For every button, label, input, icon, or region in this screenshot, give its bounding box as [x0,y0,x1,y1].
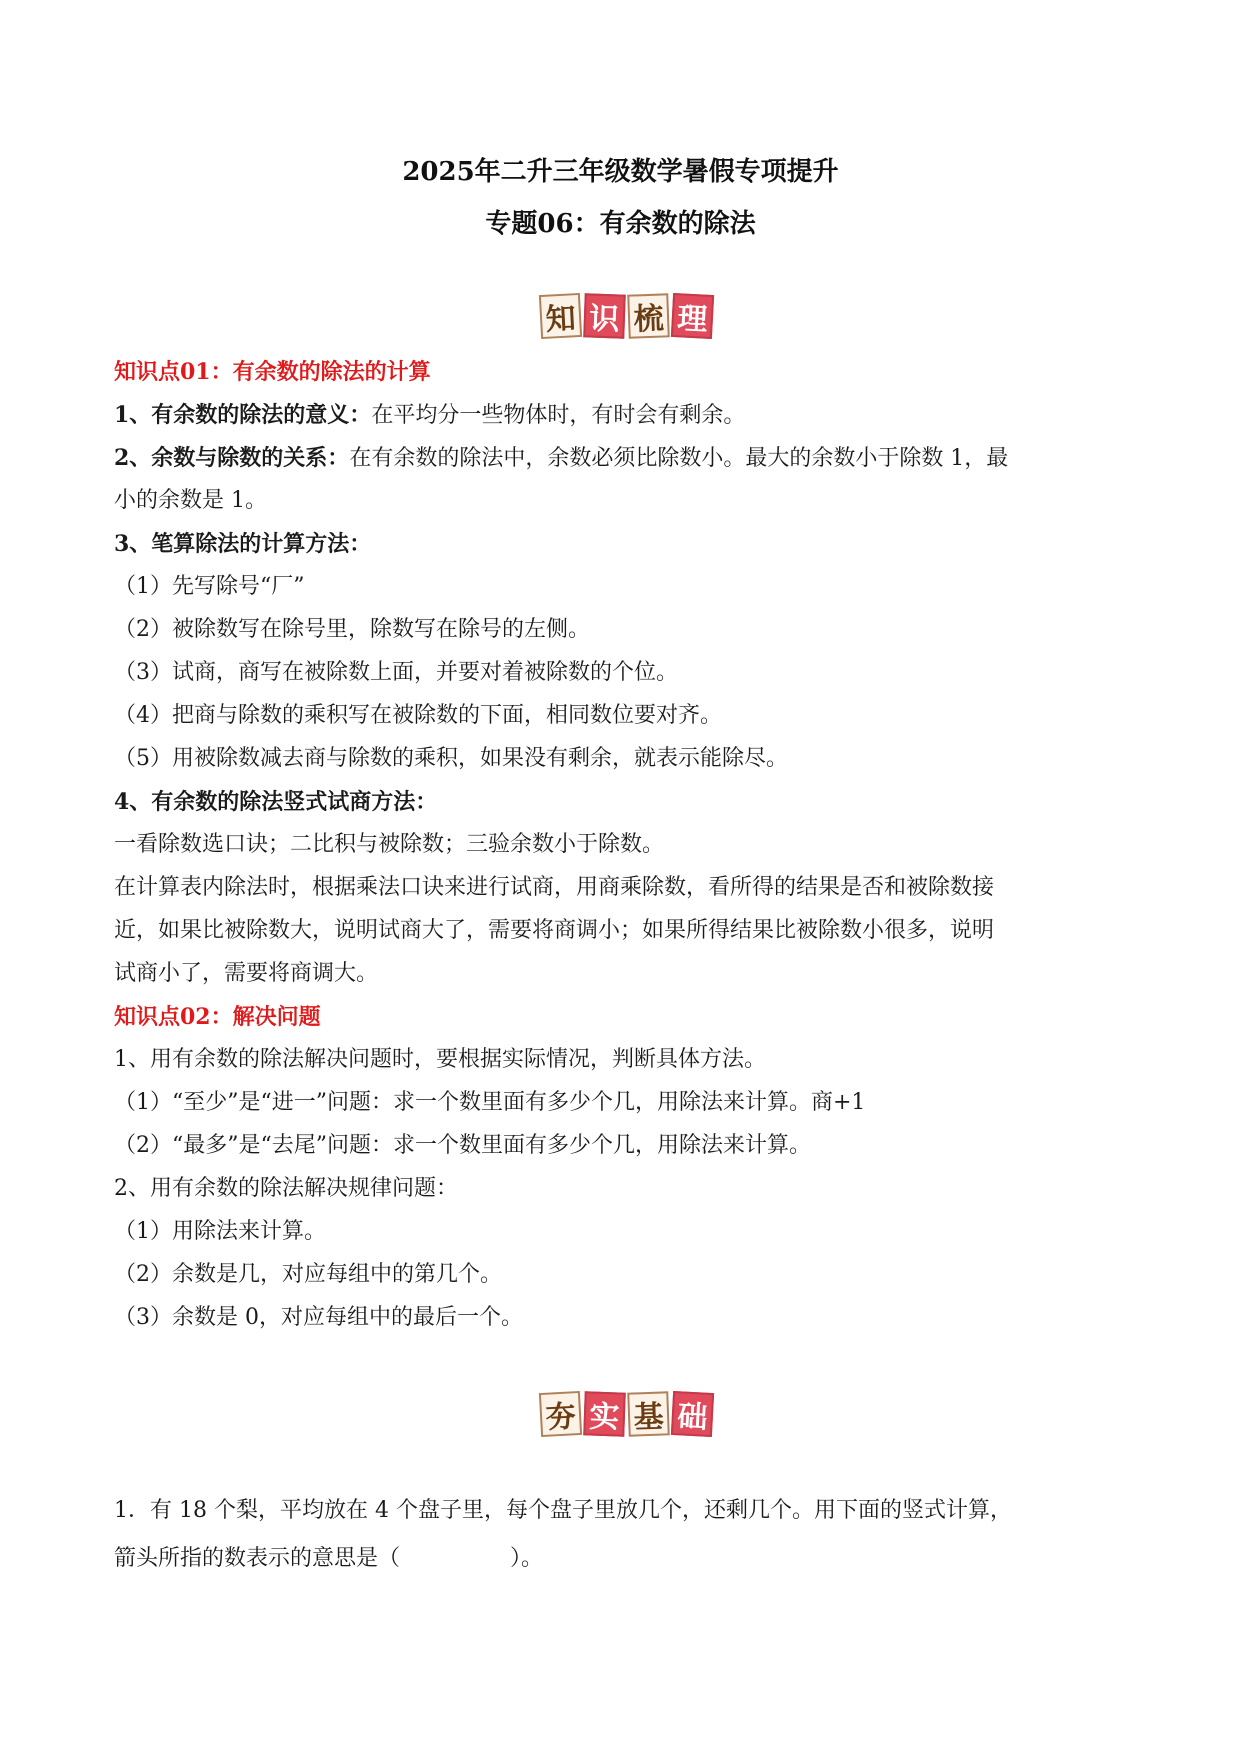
kp1-point-4-label: 4、有余数的除法竖式试商方法： [114,789,438,815]
kp1-point-3-item: （2）被除数写在除号里，除数写在除号的左侧。 [114,617,590,642]
kp2-line: （1）用除法来计算。 [114,1219,326,1244]
kp1-point-2-cont: 小的余数是 1。 [114,488,267,513]
kp2-line: （2）余数是几，对应每组中的第几个。 [114,1262,502,1287]
kp1-point-2 [114,445,1134,472]
question-1-suffix: ）。 [510,1546,544,1571]
question-1-prefix: 箭头所指的数表示的意思是（ [114,1546,401,1571]
banner-char: 夯 [539,1391,582,1437]
banner-char: 基 [627,1391,670,1436]
kp1-point-2-label: 2、余数与除数的关系： [114,445,350,471]
kp2-line: （3）余数是 0，对应每组中的最后一个。 [114,1305,523,1330]
question-1-line-2 [114,1546,1134,1572]
kp1-point-4-line: 试商小了，需要将商调大。 [114,961,379,986]
kp1-heading: 知识点01：有余数的除法的计算 [114,359,431,385]
question-1-line-1: 1．有 18 个梨，平均放在 4 个盘子里，每个盘子里放几个，还剩几个。用下面的竖式计算， [114,1498,1012,1523]
kp1-point-1-text: 在平均分一些物体时，有时会有剩余。 [371,403,746,428]
knowledge-summary-banner [540,294,715,344]
kp2-line: 2、用有余数的除法解决规律问题： [114,1176,458,1201]
foundation-banner [540,1392,715,1442]
kp2-line: （2）“最多”是“去尾”问题：求一个数里面有多少个几，用除法来计算。 [114,1133,811,1158]
document-subtitle: 专题06：有余数的除法 [485,209,756,239]
kp2-line: 1、用有余数的除法解决问题时，要根据实际情况，判断具体方法。 [114,1047,766,1072]
document-title: 2025年二升三年级数学暑假专项提升 [402,157,839,187]
kp1-point-3-item: （3）试商，商写在被除数上面，并要对着被除数的个位。 [114,660,678,685]
kp1-point-3-label: 3、笔算除法的计算方法： [114,531,372,557]
kp1-point-2-text: 在有余数的除法中，余数必须比除数小。最大的余数小于除数 1，最 [349,446,1009,471]
kp2-line: （1）“至少”是“进一”问题：求一个数里面有多少个几，用除法来计算。商+1 [114,1090,866,1115]
kp1-point-3-item: （4）把商与除数的乘积写在被除数的下面，相同数位要对齐。 [114,703,722,728]
kp1-point-4-line: 在计算表内除法时，根据乘法口诀来进行试商，用商乘除数，看所得的结果是否和被除数接 [114,875,995,900]
kp1-point-1-label: 1、有余数的除法的意义： [114,402,372,428]
kp1-point-4-line: 近，如果比被除数大，说明试商大了，需要将商调小；如果所得结果比被除数小很多，说明 [114,918,995,943]
banner-char: 实 [583,1391,626,1436]
kp1-point-3-item: （5）用被除数减去商与除数的乘积，如果没有剩余，就表示能除尽。 [114,746,788,771]
kp2-heading: 知识点02：解决问题 [114,1004,321,1030]
kp1-point-4-line: 一看除数选口诀；二比积与被除数；三验余数小于除数。 [114,832,665,857]
banner-char: 知 [539,293,582,339]
kp1-point-1 [114,402,1134,429]
banner-char: 识 [583,293,626,338]
kp1-point-3-item: （1）先写除号“厂” [114,574,305,599]
banner-char: 础 [671,1391,714,1437]
banner-char: 理 [671,293,714,339]
banner-char: 梳 [627,293,670,338]
